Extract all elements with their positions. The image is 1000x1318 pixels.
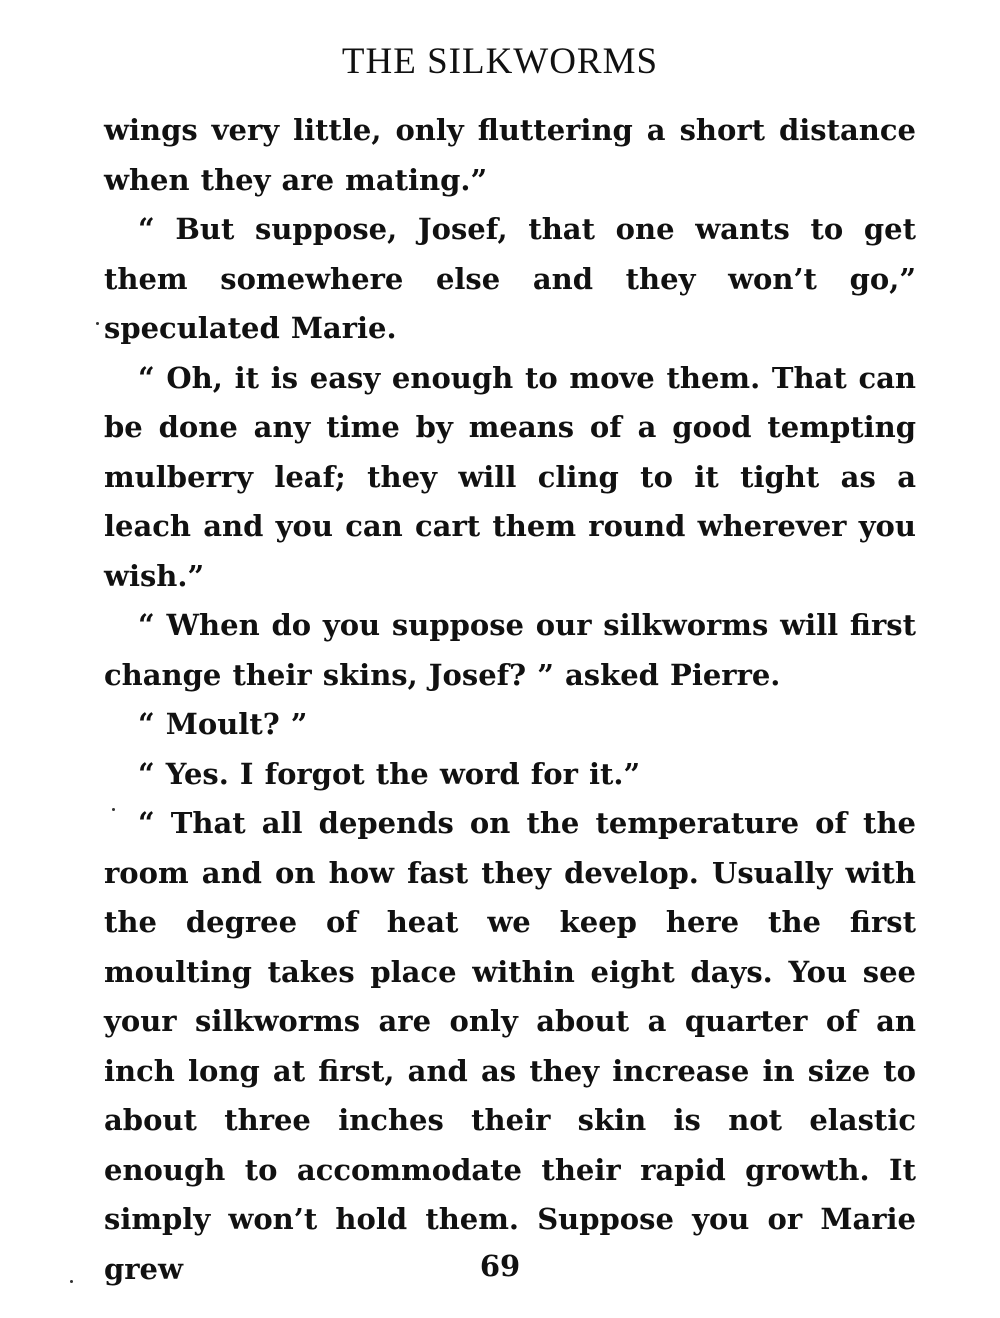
- page-body: [104, 106, 916, 1294]
- paragraph: “ When do you suppose our silkworms will first change their skins, Josef? ” asked Pierre.: [104, 608, 916, 692]
- paragraph: “ Oh, it is easy enough to move them. That can be done any time by means of a good tempting mulberry leaf; they will cling to it tight as a leach and you can cart them round wherever you wish.”: [104, 360, 916, 593]
- scan-speck: [70, 1280, 73, 1283]
- paragraph: “ That all depends on the temperature of the room and on how fast they develop. Usually with the degree of heat we keep here the first moulting takes place within eight days. You see your silkworms are only about a quarter of an inch long at first, and as they increase in size to about three inches their skin is not elastic enough to accommodate their rapid growth. It simply won’t hold them. Suppose you or Marie grew: [104, 806, 916, 1286]
- scan-speck: [96, 322, 99, 325]
- paragraph: “ But suppose, Josef, that one wants to get them somewhere else and they won’t go,” speculated Marie.: [104, 212, 916, 345]
- page-number: 69: [479, 1249, 521, 1283]
- paragraph: “ Yes. I forgot the word for it.”: [138, 756, 641, 791]
- scan-speck: [112, 808, 115, 811]
- paragraph-continuation: wings very little, only fluttering a short distance when they are mating.”: [104, 113, 916, 197]
- paragraph: “ Moult? ”: [138, 707, 308, 741]
- page-title: THE SILKWORMS: [341, 41, 659, 82]
